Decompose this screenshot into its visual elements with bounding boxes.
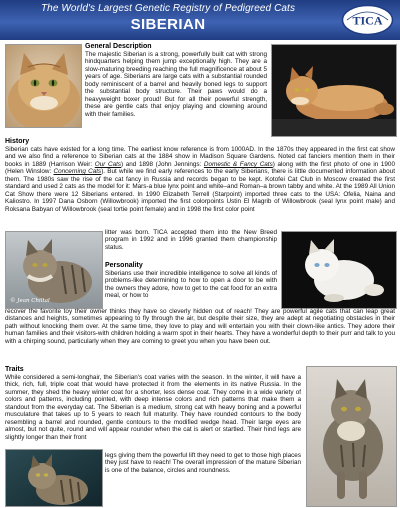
logo-text: TICA <box>352 13 383 28</box>
history-text-part-1: Siberian cats have existed for a long time. The earliest know reference is from 1000AD. In the 1870s they appeared in the first cat show and we also find a reference to Siberian cats at the 1884 show in Madison Square Gardens. Noted cat fanciers mention them in their books in 1889 (Harrison Weir: <box>5 146 395 168</box>
personality-text: Siberians use their incredible intelligence to solve all kinds of problems-like determining to how to open a door to be with the owners they adore, how to get to the cat food for an extra meal, or how to <box>105 270 277 300</box>
personality-text-continued: recover the favorite toy their owner thinks they have so cleverly hidden out of reach! They are powerful agile cats that can leap great distances and heights, sometimes appearing to fly through the air, but despite their size, they are adept at negotiating obstacles in their path without knocking them over. At the same time, they love to play and will entertain you with their clown-like antics. They adore their human families and their visitors-with children holding a warm spot in their hearts. They have a wonderful depth to their purr and talk to you with a chirping sound, particularly when they are coming to greet you when you have been out. <box>5 308 395 345</box>
photo-credit: © Jean Chiltal <box>10 298 50 304</box>
photo-cat-portrait <box>5 44 82 128</box>
traits-heading: Traits <box>5 366 24 373</box>
photo-cat-sitting <box>5 449 103 507</box>
breed-title: SIBERIAN <box>130 16 206 33</box>
photo-cat-standing <box>306 366 397 507</box>
history-text <box>5 146 395 228</box>
general-description-text: The majestic Siberian is a strong, powerfully built cat with strong hindquarters helping them jump exceptionally high. They are a slow-maturing breeding reaching the full magnificence at about 5 years of age. Siberians are large cats with a substantial rounded body reminiscent of a barrel and heavily boned legs to support the substantial body structure. Their paws would do a heavyweight boxer proud! But for all their powerful strength, these are gentle cats that enjoy playing and clowning around with their families. <box>85 51 267 118</box>
registry-tagline: The World's Largest Genetic Registry of Pedigreed Cats <box>40 3 296 14</box>
photo-cat-lying <box>271 44 397 137</box>
book-title-domestic-fancy-cats: Domestic & Fancy Cats <box>203 160 273 168</box>
book-title-concerning-cats: Concerning Cats <box>53 168 102 176</box>
history-heading: History <box>5 138 30 145</box>
traits-text-continued: legs giving them the powerful lift they need to get to those high places they just have to reach! The overall impression of the mature Siberian is one of the balance, circles and roundness. <box>105 452 301 474</box>
header-banner <box>0 0 400 40</box>
history-text-part-2: ) and 1898 (John Jennings: <box>121 160 204 168</box>
personality-heading: Personality <box>105 262 143 269</box>
history-text-part-3: ) along with the first photo of one in 1900 (Helen Winslow: <box>5 160 395 176</box>
photo-cat-tabby <box>5 231 103 309</box>
tica-logo <box>341 4 394 36</box>
history-text-part-4: ). But while we find early references to the early Siberians, there is little documented information about them. The 1980s saw the rise of the cat fancy in Russia and records began to be kept. Kotofei Cat Club in Moscow created the first standard and used 2 cats as the model for it: Mars-a blue lynx point and white–and Roman–a brown tabby and white. At the 1989 All Union Cat Show there were 12 Siberians entered. In 1990 Elizabeth Terrell (Starpoint) imported three cats to the USA: Ofelia, Naina and Kaliostro. In 1997 Dana Osborn (Willowbrook) imported the first colorpoints Ustin El Magrib of Willowbrook (seal lynx point male) and Roksana Babyan of Willowbrook (seal tortie point female) and in 1998 the first color point <box>5 168 395 213</box>
general-description-heading: General Description <box>85 43 152 50</box>
photo-cat-white-colorpoint <box>281 231 397 309</box>
traits-text: While considered a semi-longhair, the Siberian's coat varies with the season. In the winter, it will have a thick, rich, full, triple coat that would have protected it from the elements in its native Russia. In the summer, they shed the heavy winter coat for a shorter, less dense coat. They come in a wide variety of colors and patterns, including pointed, with deep intense colors and rich patterns that make them a standout from the everyday cat. The Siberian is a medium, strong cat with heavy boning and a powerful musculature that takes up to 5 years to reach full maturity. They have rounded contours to the body resembling a barrel and rounded, gentle contours to the modified wedge head. Their large eyes are almost, but not quite, round and will appear rounder when the cat is alert or startled. Their hind legs are slightly longer than their front <box>5 374 301 441</box>
history-text-continued: litter was born. TICA accepted them into the New Breed program in 1992 and in 1996 granted them championship status. <box>105 229 277 251</box>
book-title-our-cats: Our Cats <box>94 160 122 168</box>
